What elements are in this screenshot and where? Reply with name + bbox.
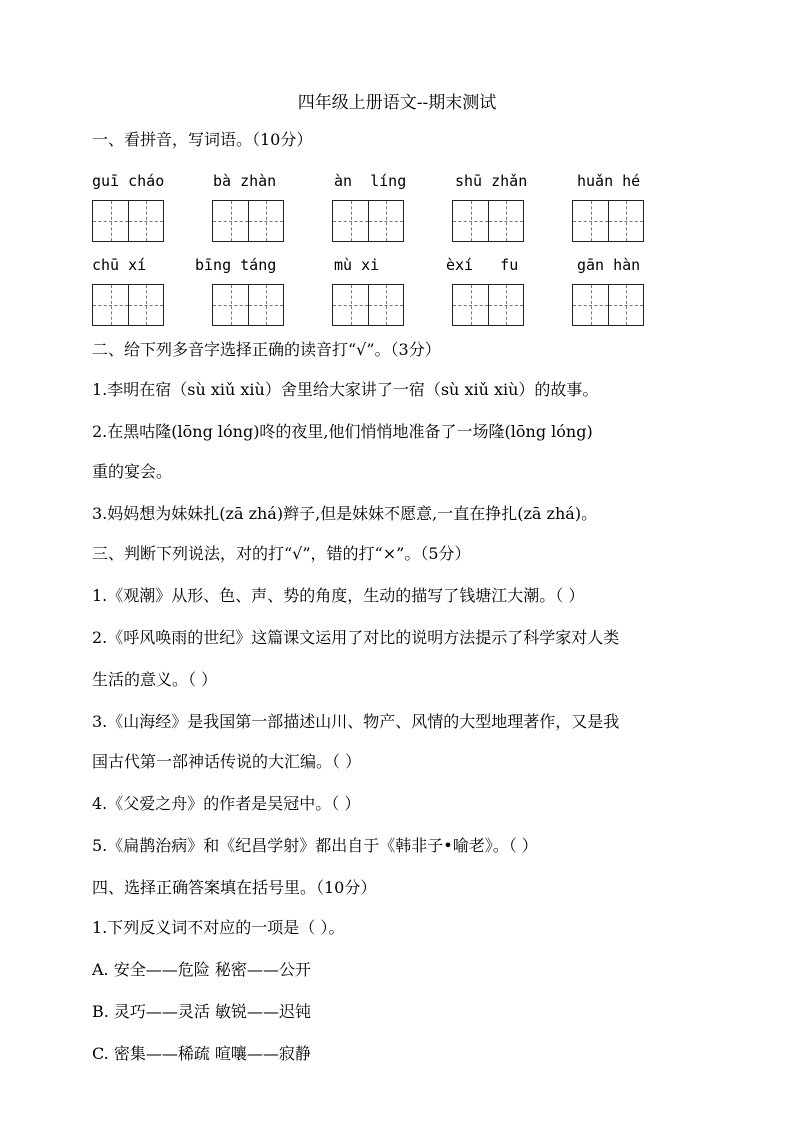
section4-heading: 四、选择正确答案填在括号里。（10分） (92, 878, 377, 897)
writing-grid-8[interactable] (332, 284, 404, 326)
writing-grid-7[interactable] (212, 284, 284, 326)
option-b: B. 灵巧——灵活 敏锐——迟钝 (92, 1002, 312, 1021)
section3-heading: 三、判断下列说法，对的打“√”，错的打“×”。（5分） (92, 544, 471, 563)
pinyin-1-5: huǎn hé (577, 172, 641, 190)
section2-heading: 二、给下列多音字选择正确的读音打“√”。（3分） (92, 340, 441, 359)
option-a: A. 安全——危险 秘密——公开 (92, 960, 311, 979)
pinyin-2-4: èxí fu (446, 256, 519, 274)
section3-question-2-cont: 生活的意义。（ ） (92, 670, 218, 689)
pinyin-1-1: guī cháo (92, 172, 165, 190)
pinyin-1-2: bà zhàn (213, 172, 277, 190)
section3-question-3-cont: 国古代第一部神话传说的大汇编。（ ） (92, 752, 362, 771)
section2-question-2-cont: 重的宴会。 (92, 462, 173, 481)
writing-grid-2[interactable] (212, 200, 284, 242)
pinyin-1-3: àn líng (334, 172, 407, 190)
pinyin-2-3: mù xi (334, 256, 380, 274)
section3-question-2: 2.《呼风唤雨的世纪》这篇课文运用了对比的说明方法提示了科学家对人类 (92, 628, 620, 647)
pinyin-2-5: gān hàn (577, 256, 641, 274)
section3-question-5: 5.《扁鹊治病》和《纪昌学射》都出自于《韩非子•喻老》。（ ） (92, 836, 538, 855)
section2-question-2: 2.在黑咕隆(lōng lóng)咚的夜里,他们悄悄地准备了一场隆(lōng lóng) (92, 422, 593, 441)
pinyin-2-1: chū xí (92, 256, 147, 274)
writing-grid-10[interactable] (572, 284, 644, 326)
section1-heading: 一、看拼音，写词语。（10分） (92, 130, 313, 149)
section3-question-1: 1.《观潮》从形、色、声、势的角度，生动的描写了钱塘江大潮。（ ） (92, 586, 585, 605)
writing-grid-1[interactable] (92, 200, 164, 242)
section2-question-1: 1.李明在宿（sù xiǔ xiù）舍里给大家讲了一宿（sù xiǔ xiù）的故事。 (92, 380, 599, 399)
writing-grid-6[interactable] (92, 284, 164, 326)
writing-grid-5[interactable] (572, 200, 644, 242)
writing-grid-4[interactable] (452, 200, 524, 242)
pinyin-1-4: shū zhǎn (455, 172, 528, 190)
section4-question-1: 1.下列反义词不对应的一项是（ ）。 (92, 918, 345, 937)
writing-grid-9[interactable] (452, 284, 524, 326)
section3-question-4: 4.《父爱之舟》的作者是吴冠中。（ ） (92, 794, 361, 813)
pinyin-2-2: bīng táng (195, 256, 277, 274)
page-title: 四年级上册语文--期末测试 (297, 93, 497, 113)
section3-question-3: 3.《山海经》是我国第一部描述山川、物产、风情的大型地理著作，又是我 (92, 712, 620, 731)
section2-question-3: 3.妈妈想为妹妹扎(zā zhá)辫子,但是妹妹不愿意,一直在挣扎(zā zhá)。 (92, 504, 598, 523)
writing-grid-3[interactable] (332, 200, 404, 242)
option-c: C. 密集——稀疏 喧嚷——寂静 (92, 1044, 311, 1063)
